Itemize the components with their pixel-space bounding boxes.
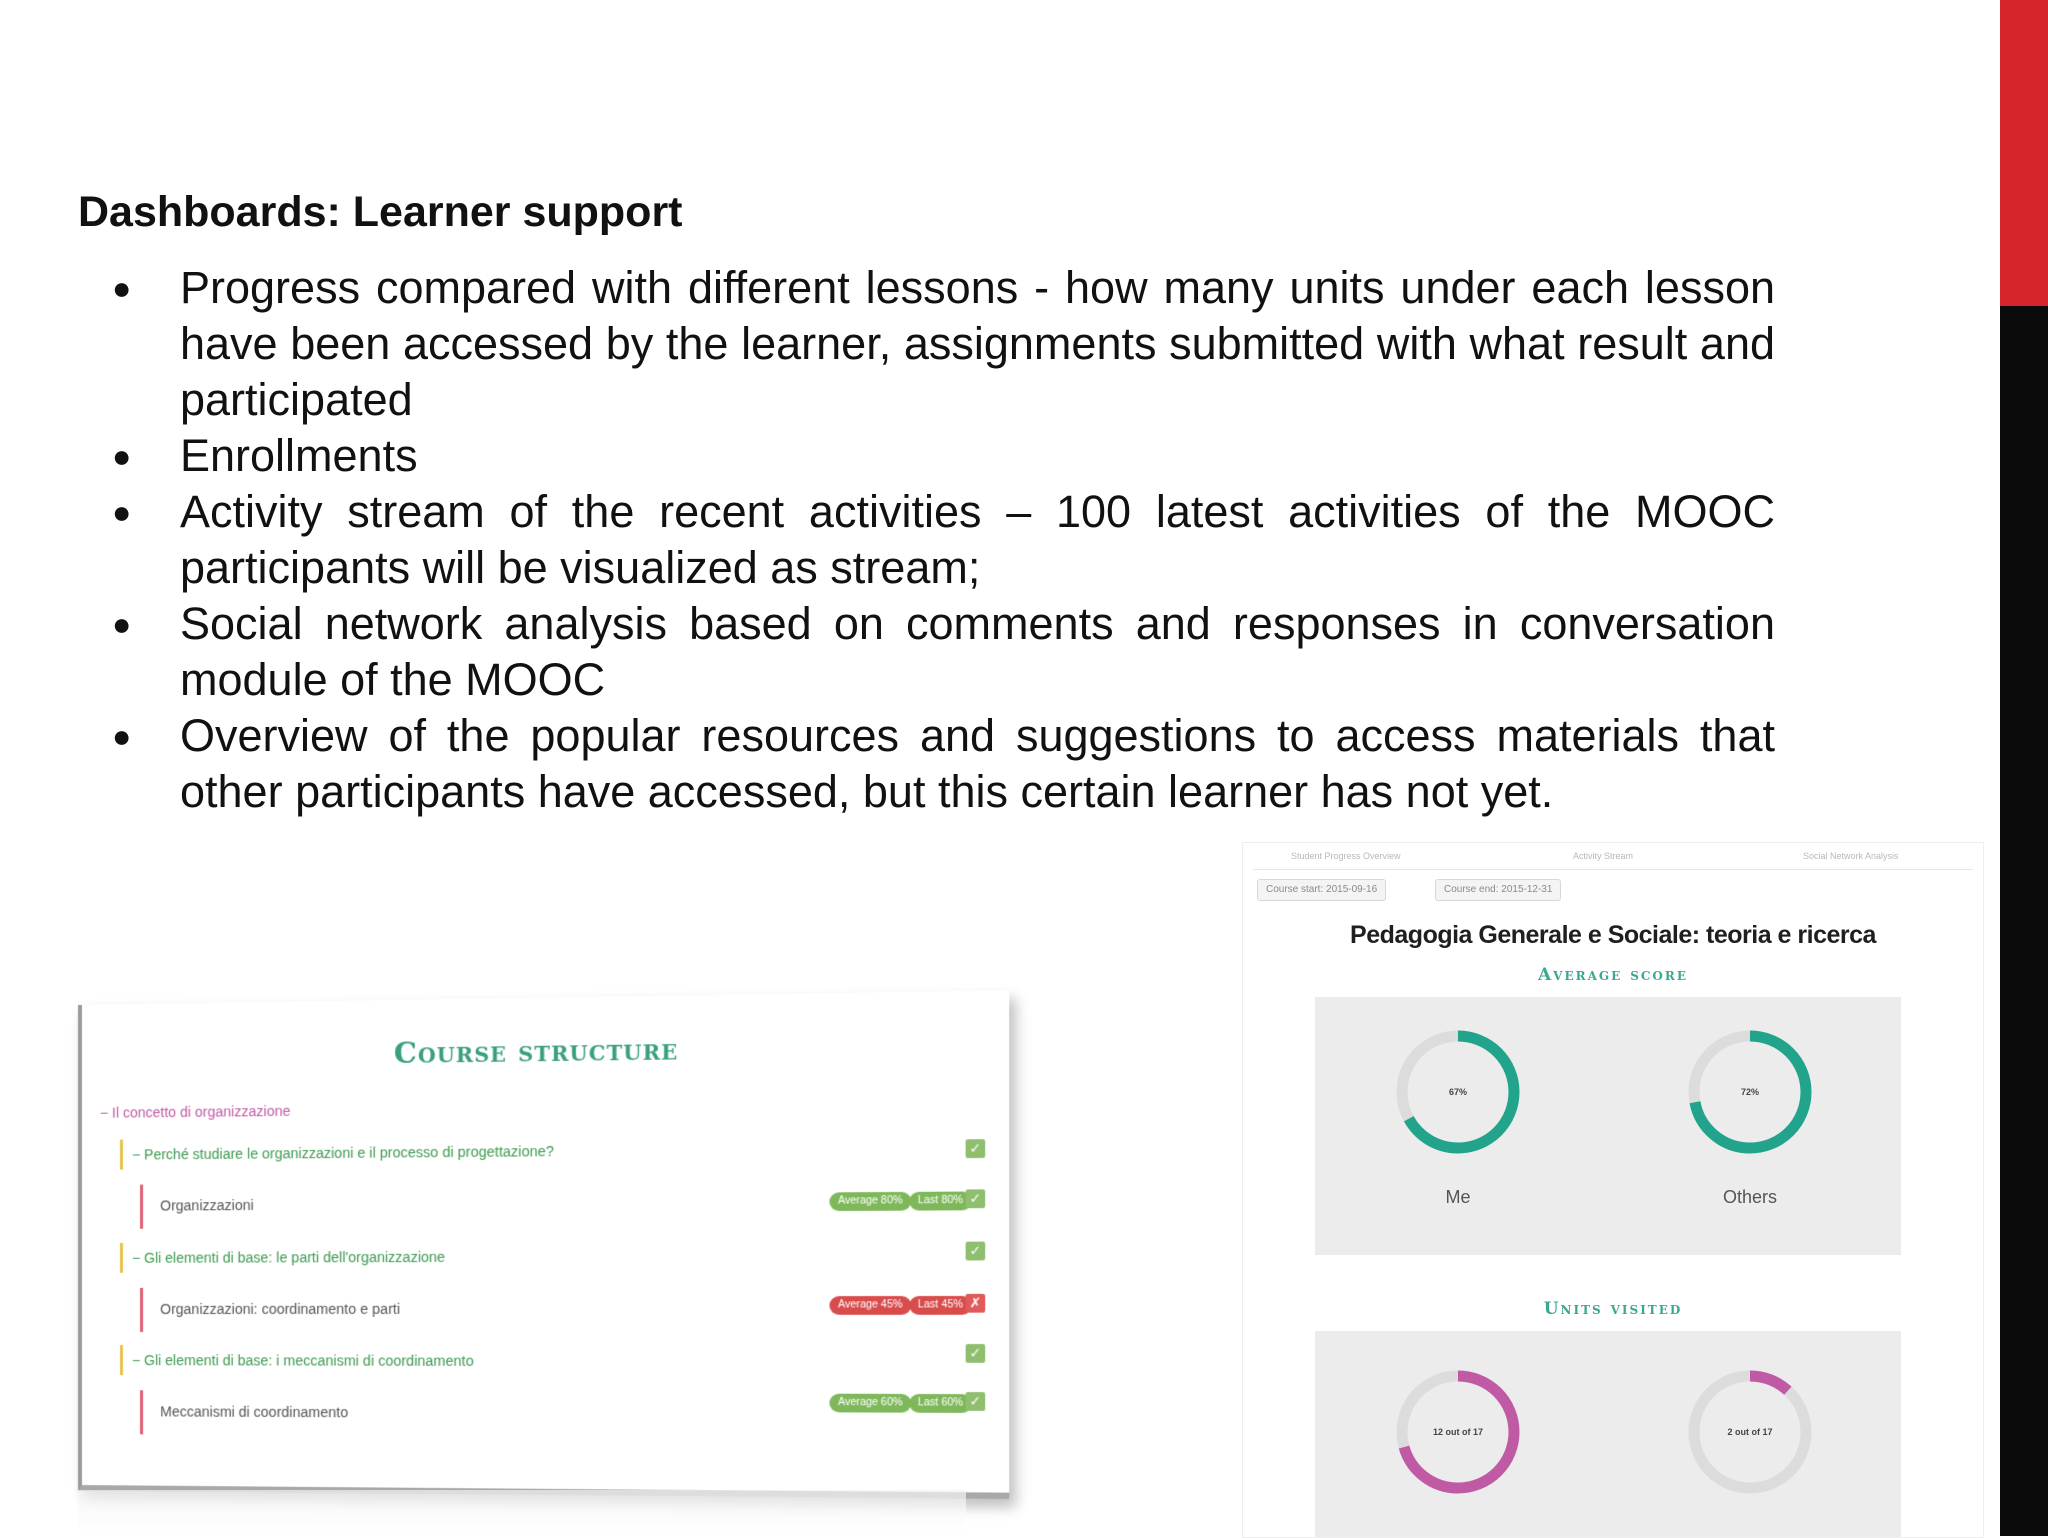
section-row[interactable]: − Gli elementi di base: i meccanismi di coordinamento [132,1352,474,1369]
tab-activity-stream[interactable]: Activity Stream [1573,851,1634,861]
topic-label: Il concetto di organizzazione [112,1102,291,1121]
others-label: Others [1722,1187,1778,1207]
average-badge: Average 45% [829,1296,911,1315]
check-icon: ✓ [966,1344,986,1363]
bullet-text: Enrollments [180,430,418,481]
screenshot-reflection [78,1490,966,1536]
bullet-dot: ● [112,718,132,754]
ring-value: 2 out of 17 [1727,1427,1773,1437]
bullet-text: Progress compared with different lessons - how many units under each lesson have been accessed by the learner, assignments submitted with what result and participated [180,262,1775,425]
average-badge: Average 60% [829,1394,911,1413]
last-badge: Last 80% [909,1191,972,1210]
bullet-dot: ● [112,270,132,306]
tab-student-progress[interactable]: Student Progress Overview [1291,851,1401,861]
section-row[interactable]: − Gli elementi di base: le parti dell'organizzazione [132,1248,446,1266]
others-score-ring [1685,1027,1815,1157]
tab-social-network[interactable]: Social Network Analysis [1803,851,1899,861]
last-badge: Last 60% [909,1394,972,1413]
bullet-dot: ● [112,438,132,474]
section-indicator [120,1243,123,1273]
course-structure-screenshot [78,990,1009,1499]
unit-row[interactable] [160,1197,254,1214]
bullet-item [110,428,1775,484]
others-units-ring [1685,1367,1815,1497]
unit-indicator [140,1390,143,1434]
me-label: Me [1445,1187,1471,1207]
section-indicator [120,1140,123,1170]
section-label: Gli elementi di base: i meccanismi di coordinamento [144,1352,474,1369]
progress-overview-screenshot [1242,842,1984,1538]
unit-label: Organizzazioni: coordinamento e parti [160,1300,401,1317]
accent-bar-red [2000,0,2048,306]
unit-row[interactable] [160,1403,348,1420]
bullet-dot: ● [112,606,132,642]
bullet-text: Activity stream of the recent activities – 100 latest activities of the MOOC participants will be visualized as stream; [180,486,1775,593]
ring-value: 67% [1448,1087,1468,1097]
section-label: Gli elementi di base: le parti dell'organizzazione [144,1248,446,1266]
unit-row[interactable] [160,1301,400,1317]
check-icon: ✓ [966,1392,986,1411]
average-badge: Average 80% [829,1192,911,1211]
unit-label: Meccanismi di coordinamento [160,1403,349,1421]
bullet-text: Social network analysis based on comments and responses in conversation module of the MOOC [180,598,1775,705]
bullet-list [110,260,1775,820]
course-title: Pedagogia Generale e Sociale: teoria e ricerca [1350,921,1876,949]
unit-indicator [140,1185,143,1229]
section-label: Perché studiare le organizzazioni e il processo di progettazione? [144,1142,555,1163]
last-badge: Last 45% [909,1296,972,1315]
me-score-ring [1393,1027,1523,1157]
unit-indicator [140,1288,143,1332]
topic-row[interactable]: − Il concetto di organizzazione [99,1102,291,1121]
fail-icon: ✗ [966,1294,986,1313]
bullet-text: Overview of the popular resources and suggestions to access materials that other participants have accessed, but this certain learner has not yet. [180,710,1775,817]
bullet-item [110,596,1775,708]
course-end-chip: Course end: 2015-12-31 [1435,879,1561,901]
ring-value: 12 out of 17 [1432,1427,1484,1437]
check-icon: ✓ [966,1189,986,1208]
section-row[interactable]: − Perché studiare le organizzazioni e il processo di progettazione? [132,1142,555,1163]
units-visited-heading: Units visited [1543,1299,1683,1319]
check-icon: ✓ [966,1139,986,1158]
overview-tabs [1253,847,1973,870]
me-units-ring [1393,1367,1523,1497]
bullet-item [110,484,1775,596]
course-structure-title: Course structure [393,1032,679,1071]
ring-value: 72% [1740,1087,1760,1097]
average-score-heading: Average score [1537,965,1689,985]
course-start-chip: Course start: 2015-09-16 [1257,879,1386,901]
slide-title: Dashboards: Learner support [78,188,683,236]
section-indicator [120,1345,123,1375]
bullet-dot: ● [112,494,132,530]
unit-label: Organizzazioni [160,1196,254,1214]
accent-bar-black [2000,306,2048,1536]
check-icon: ✓ [966,1242,986,1261]
bullet-item [110,708,1775,820]
bullet-item [110,260,1775,428]
